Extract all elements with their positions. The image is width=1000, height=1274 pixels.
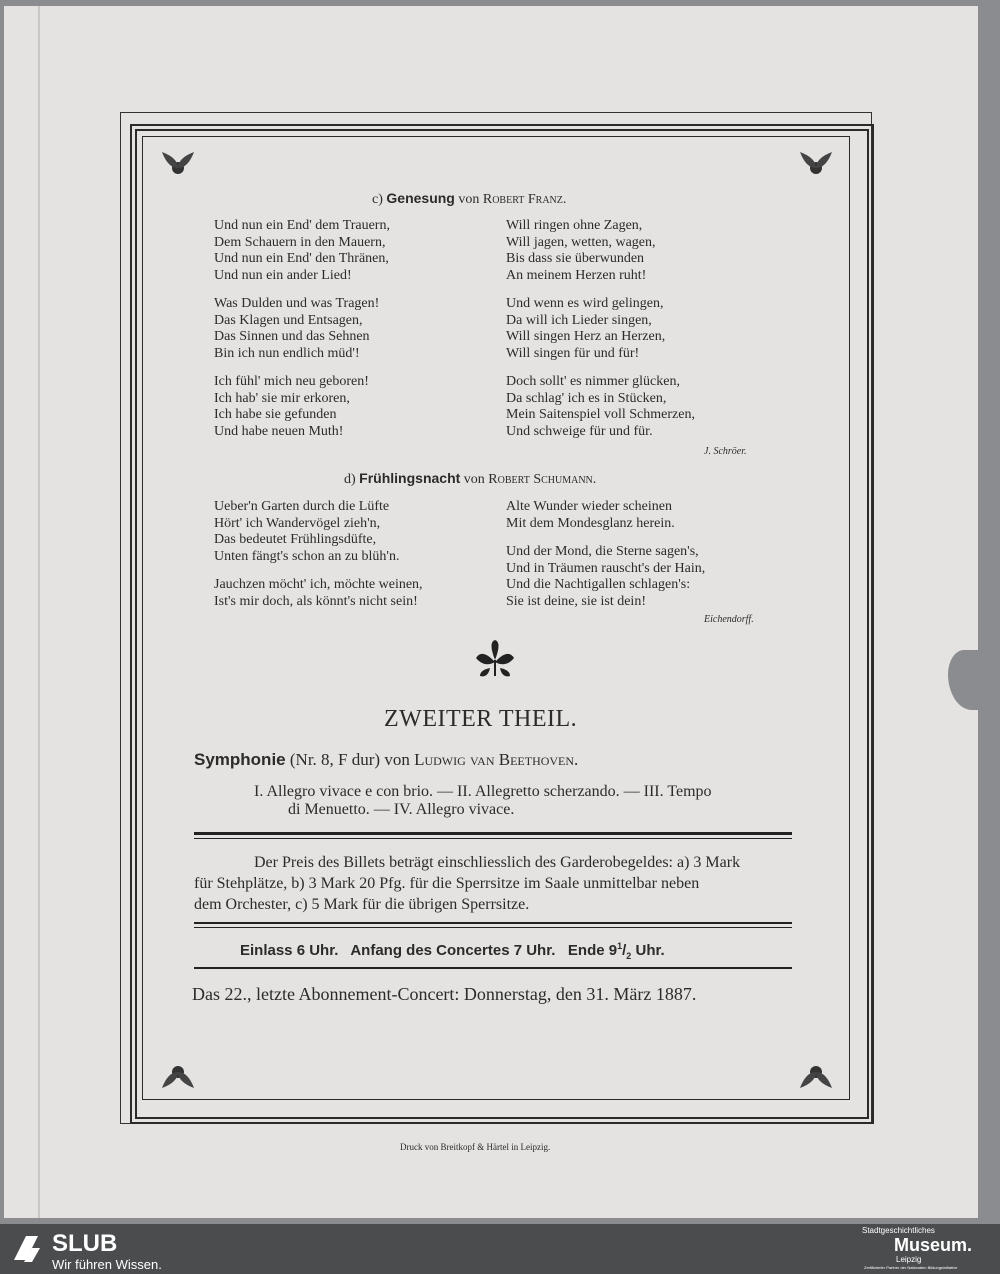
divider — [194, 967, 792, 969]
printer-credit: Druck von Breitkopf & Härtel in Leipzig. — [400, 1142, 551, 1152]
section-d-author: Eichendorff. — [704, 614, 754, 625]
corner-ornament-icon — [796, 148, 836, 188]
section-c-col2: Will ringen ohne Zagen, Will jagen, wetten, wagen, Bis dass sie überwunden An meinem Herzen ruht! Und wenn es wird gelingen, Da will ich Lieder singen, Will singen Herz an Herzen, Will singen für und für! Doch sollt' es nimmer glücken, Da schlag' ich es in Stücken, Mein Saitenspiel voll Schmerzen, Und schweige für und für. — [506, 218, 695, 439]
museum-note: Zertifizierter Partner der Nationalen Bildungsinitiative — [864, 1265, 958, 1270]
price-line-3: dem Orchester, c) 5 Mark für die übrigen Sperrsitze. — [194, 896, 530, 913]
section-d-col1: Ueber'n Garten durch die Lüfte Hört' ich Wandervögel zieh'n, Das bedeutet Frühlingsdüfte, Unten fängt's schon an zu blüh'n. Jauchzen möcht' ich, möchte weinen, Ist's mir doch, als könnt's nicht sein! — [214, 499, 423, 609]
section-d-col2: Alte Wunder wieder scheinen Mit dem Mondesglanz herein. Und der Mond, die Sterne sagen's, Und in Träumen rauscht's der Hain, Und die Nachtigallen schlagen's: Sie ist deine, sie ist dein! — [506, 499, 706, 609]
slub-logo-icon — [10, 1232, 44, 1266]
symphony-line: Symphonie (Nr. 8, F dur) von Ludwig van Beethoven. — [194, 750, 579, 769]
corner-ornament-icon — [796, 1052, 836, 1092]
leaf-ornament-icon — [472, 640, 518, 680]
section-c-author: J. Schröer. — [704, 446, 747, 457]
price-line-1: Der Preis des Billets beträgt einschliesslich des Garderobegeldes: a) 3 Mark — [254, 854, 741, 871]
footer-bar — [0, 1224, 1000, 1274]
museum-city: Leipzig — [896, 1255, 922, 1264]
page-fold-line — [38, 6, 40, 1218]
section-c-heading: c) Genesung von Robert Franz. — [372, 190, 567, 207]
price-line-2: für Stehplätze, b) 3 Mark 20 Pfg. für die Sperrsitze im Saale unmittelbar neben — [194, 875, 700, 892]
divider-thin — [194, 927, 792, 928]
corner-ornament-icon — [158, 148, 198, 188]
slub-tagline: Wir führen Wissen. — [52, 1257, 162, 1272]
part-two-title: ZWEITER THEIL. — [384, 706, 578, 732]
divider — [194, 922, 792, 924]
divider-thin — [194, 838, 792, 839]
next-concert-line: Das 22., letzte Abonnement-Concert: Donnerstag, den 31. März 1887. — [192, 984, 697, 1004]
section-d-heading: d) Frühlingsnacht von Robert Schumann. — [344, 470, 597, 487]
museum-name: Museum. — [894, 1235, 973, 1255]
movements-line-2: di Menuetto. — IV. Allegro vivace. — [288, 801, 515, 818]
section-c-col1: Und nun ein End' dem Trauern, Dem Schauern in den Mauern, Und nun ein End' den Thränen, Und nun ein ander Lied! Was Dulden und was Tragen! Das Klagen und Entsagen, Das Sinnen und das Sehnen Bin ich nun endlich müd'! Ich fühl' mich neu geboren! Ich hab' sie mir erkoren, Ich habe sie gefunden Und habe neuen Muth! — [214, 218, 390, 439]
slub-name: SLUB — [52, 1230, 118, 1257]
divider-thick — [194, 832, 792, 835]
movements-line-1: I. Allegro vivace e con brio. — II. Allegretto scherzando. — III. Tempo — [254, 783, 712, 800]
times-line: Einlass 6 Uhr. Anfang des Concertes 7 Uhr. Ende $9^1/_2$ Uhr. — [240, 941, 665, 961]
corner-ornament-icon — [158, 1052, 198, 1092]
museum-small-label: Stadtgeschichtliches — [862, 1226, 935, 1235]
